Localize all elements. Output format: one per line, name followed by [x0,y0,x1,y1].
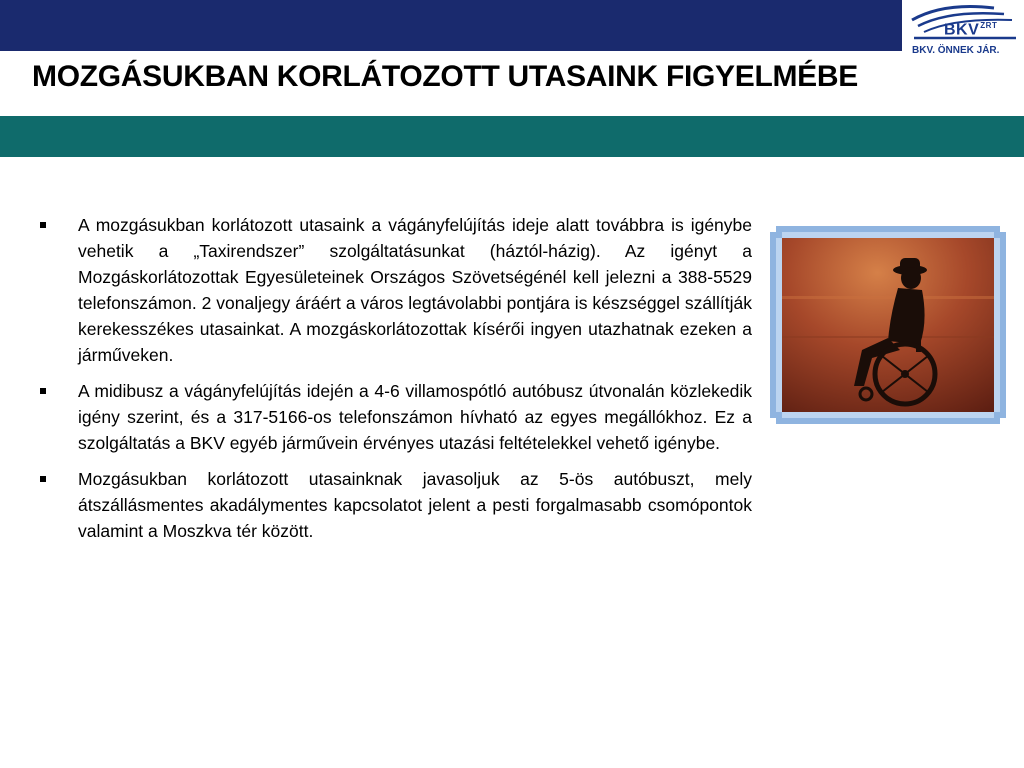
header-teal-bar [0,116,1024,157]
bullet-text: Mozgásukban korlátozott utasainknak javasoljuk az 5-ös autóbuszt, mely átszállásmentes akadálymentes kapcsolatot jelent a pesti forgalmasabb csomópontok valamint a Moszkva tér között. [78,469,752,541]
bullet-icon [40,222,46,228]
header-top-bar [0,0,902,51]
wheelchair-silhouette-photo [770,226,1006,424]
bullet-item [40,378,752,456]
bullet-icon [40,388,46,394]
bullet-icon [40,476,46,482]
bullet-text: A mozgásukban korlátozott utasaink a vágányfelújítás ideje alatt továbbra is igénybe vehetik a „Taxirendszer” szolgáltatásunkat (háztól-házig). Az igényt a Mozgáskorlátozottak Egyesületeinek Országos Szövetségénél kell jelezni a 388-5529 telefonszámon. 2 vonaljegy áráért a város legtávolabbi pontjára is készséggel szállítják kerekesszékes utasainkat. A mozgáskorlátozottak kísérői ingyen utazhatnak ezeken a járműveken. [78,215,752,365]
bullet-text: A midibusz a vágányfelújítás idején a 4-6 villamospótló autóbusz útvonalán közlekedik igény szerint, és a 317-5166-os telefonszámon hívható az egyes megállókhoz. Ez a szolgáltatás a BKV egyéb járművein érvényes utazási feltételekkel vehető igénybe. [78,381,752,453]
bullet-item [40,466,752,544]
bullet-item [40,212,752,368]
logo-tagline: BKV. ÖNNEK JÁR. [912,45,1000,56]
bkv-logo [904,0,1024,62]
logo-brand: $BKV^{ZRT}$ [944,21,998,39]
page-title: MOZGÁSUKBAN KORLÁTOZOTT UTASAINK FIGYELMÉBE [32,60,858,93]
content-bullet-list [40,212,752,554]
